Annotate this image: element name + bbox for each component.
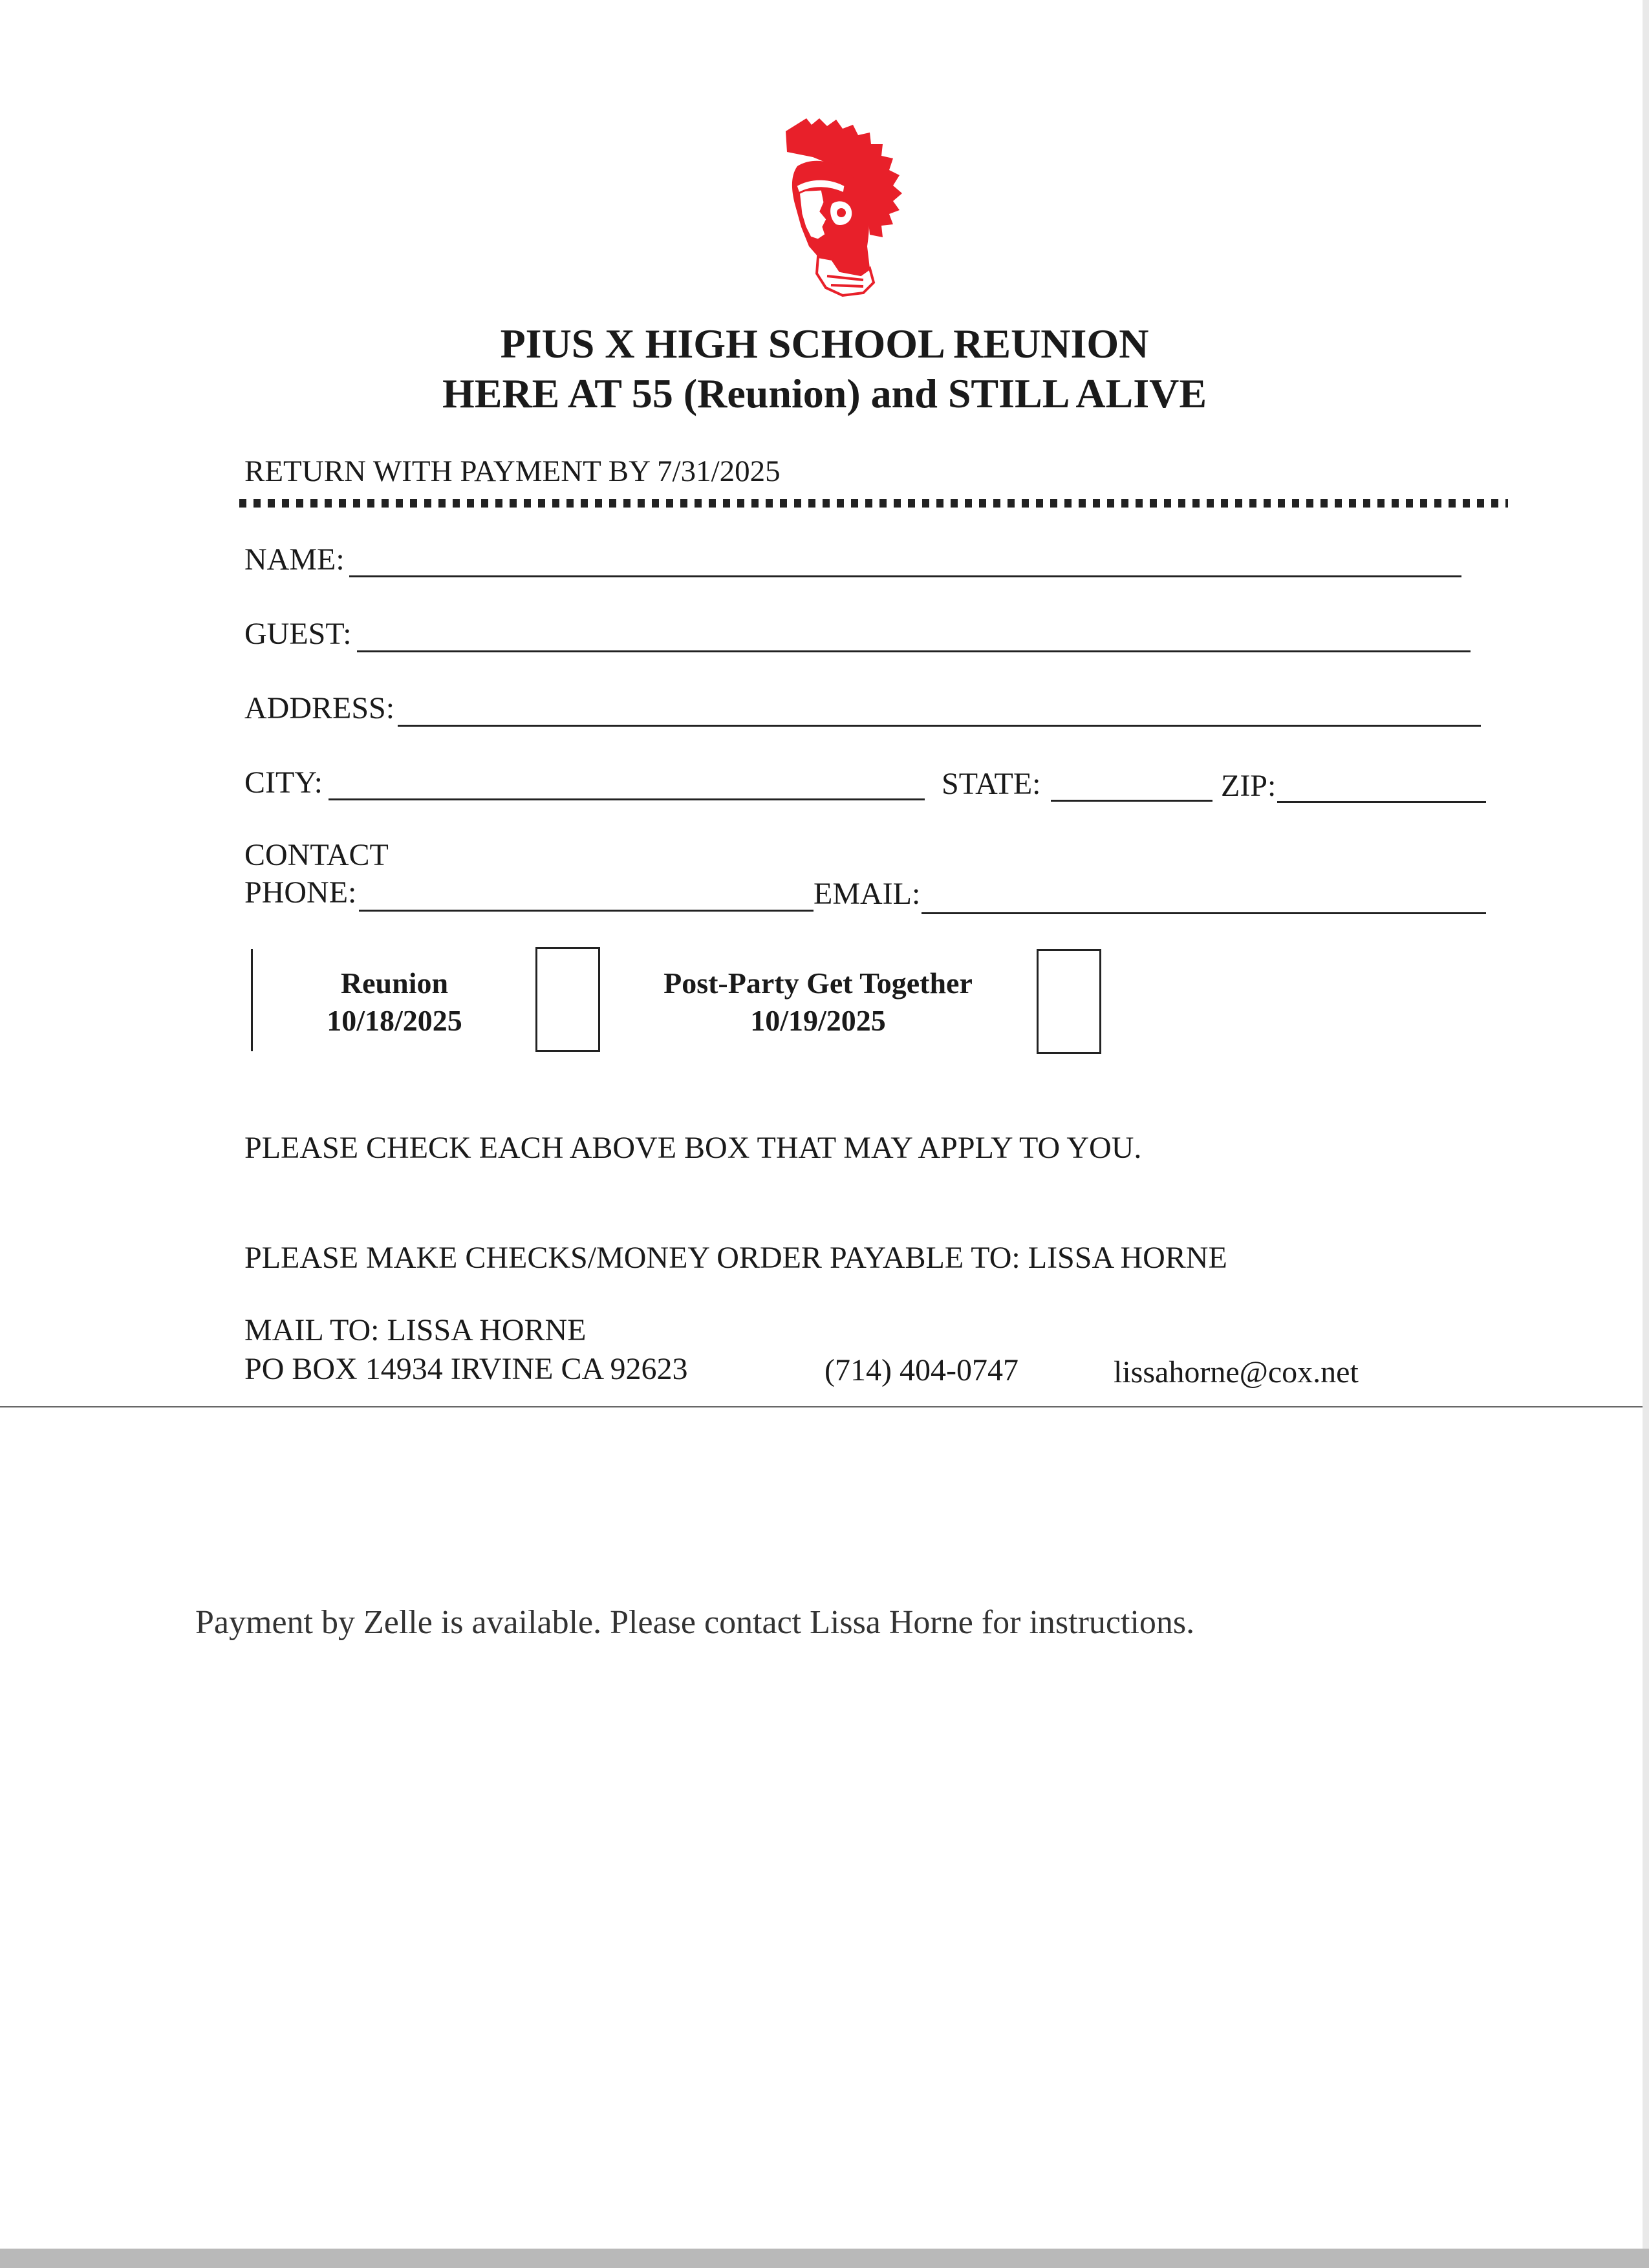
zip-label: ZIP: (1221, 769, 1277, 803)
email-label: EMAIL: (814, 877, 921, 911)
reunion-checkbox[interactable] (535, 947, 600, 1052)
city-label: CITY: (244, 765, 323, 800)
guest-label: GUEST: (244, 617, 352, 651)
scan-edge-right (1643, 0, 1649, 2268)
zip-field[interactable] (1277, 801, 1486, 803)
email-field[interactable] (921, 912, 1486, 914)
scan-edge-bottom (0, 2249, 1649, 2268)
zelle-note: Payment by Zelle is available. Please contact Lissa Horne for instructions. (195, 1604, 1195, 1641)
trojan-helmet-logo (773, 113, 967, 314)
event-post-party-title: Post-Party Get Together (663, 967, 973, 1000)
helmet-rivet (837, 208, 846, 217)
event-post-party-date: 10/19/2025 (750, 1004, 886, 1037)
mailing-address: PO BOX 14934 IRVINE CA 92623 (244, 1352, 688, 1386)
phone-label: PHONE: (244, 875, 357, 910)
guest-field[interactable] (357, 650, 1471, 652)
contact-label: CONTACT (244, 838, 389, 872)
phone-field[interactable] (359, 910, 814, 912)
mail-to: MAIL TO: LISSA HORNE (244, 1313, 587, 1347)
name-field[interactable] (349, 575, 1461, 577)
payment-deadline: RETURN WITH PAYMENT BY 7/31/2025 (244, 455, 781, 488)
face (799, 189, 827, 240)
post-party-checkbox[interactable] (1037, 949, 1101, 1054)
city-field[interactable] (329, 798, 925, 800)
check-note: PLEASE CHECK EACH ABOVE BOX THAT MAY APPLY TO YOU. (244, 1131, 1142, 1165)
payable-note: PLEASE MAKE CHECKS/MONEY ORDER PAYABLE TO: LISSA HORNE (244, 1241, 1227, 1275)
event-post-party (637, 965, 999, 1040)
name-label: NAME: (244, 542, 345, 577)
contact-email[interactable]: lissahorne@cox.net (1114, 1355, 1359, 1389)
dotted-divider (239, 499, 1508, 508)
address-label: ADDRESS: (244, 691, 395, 725)
event-section-bar (251, 949, 253, 1051)
cut-line (0, 1406, 1649, 1407)
title-line-2: HERE AT 55 (Reunion) and STILL ALIVE (442, 370, 1207, 416)
address-field[interactable] (398, 725, 1481, 727)
event-reunion-title: Reunion (340, 967, 449, 1000)
contact-phone: (714) 404-0747 (824, 1353, 1018, 1387)
event-reunion-date: 10/18/2025 (327, 1004, 462, 1037)
state-label: STATE: (942, 767, 1041, 801)
event-reunion (291, 965, 498, 1040)
state-field[interactable] (1051, 800, 1212, 802)
title-line-1: PIUS X HIGH SCHOOL REUNION (500, 321, 1149, 367)
